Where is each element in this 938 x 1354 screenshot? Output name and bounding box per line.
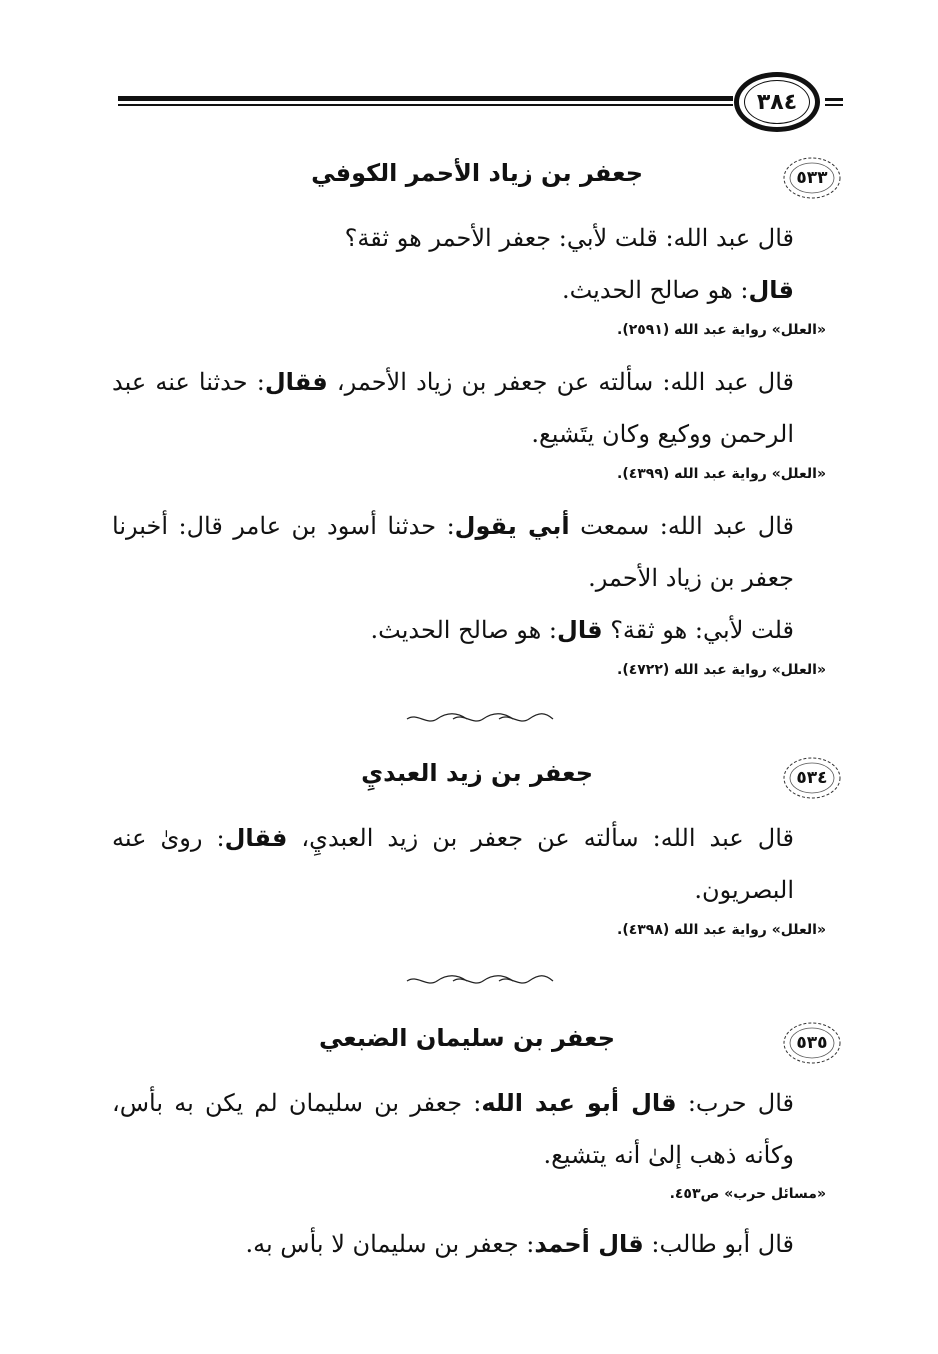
- divider-ornament: [405, 974, 555, 988]
- bold-term: أبي يقول: [454, 512, 570, 540]
- entry-title: جعفر بن زيد العبديِ: [361, 759, 593, 787]
- source-citation: «العلل» رواية عبد الله (٢٥٩١).: [617, 322, 826, 338]
- bold-term: قال أبو عبد الله: [481, 1089, 677, 1117]
- paragraph: [112, 212, 842, 264]
- ornament-icon: [405, 974, 555, 988]
- page-number-inner-ring: [744, 80, 810, 124]
- bold-term: قال: [557, 616, 603, 644]
- paragraph: [112, 264, 842, 316]
- divider-ornament: [405, 712, 555, 726]
- header-rule-right: [825, 98, 843, 101]
- paragraph-text: : حدثنا عنه عبد الرحمن ووكيع وكان يتَشيع.: [112, 368, 794, 448]
- paragraph: [112, 500, 842, 604]
- header-rule: [118, 96, 733, 101]
- source-citation: «العلل» رواية عبد الله (٤٣٩٨).: [617, 922, 826, 938]
- page-number-text: ٣٨٤: [756, 89, 798, 115]
- paragraph-text: : هو صالح الحديث.: [370, 616, 557, 644]
- paragraph-text: قال أبو طالب:: [643, 1230, 794, 1258]
- entry-number-badge: [781, 755, 843, 801]
- paragraph-text: قال عبد الله: سمعت: [569, 512, 795, 540]
- source-citation: «العلل» رواية عبد الله (٤٣٩٩).: [617, 466, 826, 482]
- paragraph-text: : حدثنا أسود بن عامر قال: أخبرنا جعفر بن زياد الأحمر.: [112, 512, 794, 592]
- source-citation: «العلل» رواية عبد الله (٤٧٢٢).: [617, 662, 826, 678]
- entry-number: ٥٣٥: [796, 1033, 828, 1053]
- paragraph-text: قال عبد الله: سألته عن جعفر بن زيد العبديِ،: [287, 824, 794, 852]
- paragraph-text: : جعفر بن سليمان لا بأس به.: [245, 1230, 535, 1258]
- ornament-icon: [405, 712, 555, 726]
- bold-term: قال أحمد: [534, 1230, 644, 1258]
- paragraph: [112, 604, 842, 656]
- paragraph-text: : روىٰ عنه البصريون.: [112, 824, 794, 904]
- bold-term: فقال: [264, 368, 328, 396]
- entry-title: جعفر بن زياد الأحمر الكوفي: [311, 159, 643, 187]
- paragraph: [112, 356, 842, 460]
- entry-number: ٥٣٣: [796, 168, 828, 188]
- source-citation: «مسائل حرب» ص٤٥٣.: [669, 1186, 826, 1202]
- paragraph-text: قال حرب:: [676, 1089, 794, 1117]
- entry-heading: [93, 155, 843, 205]
- entry-heading: [93, 755, 843, 805]
- bold-term: قال: [748, 276, 794, 304]
- entry-number-badge: [781, 155, 843, 201]
- header-rule-right-thin: [825, 104, 843, 106]
- header-rule-thin: [118, 104, 733, 106]
- entry-heading: [93, 1020, 843, 1070]
- entry-title: جعفر بن سليمان الضبعي: [318, 1024, 615, 1052]
- bold-term: فقال: [224, 824, 288, 852]
- paragraph-text: قال عبد الله: قلت لأبي: جعفر الأحمر هو ثقة؟: [344, 224, 794, 252]
- paragraph-text: : هو صالح الحديث.: [561, 276, 749, 304]
- entry-number-badge: [781, 1020, 843, 1066]
- paragraph: [112, 1218, 842, 1270]
- paragraph: [112, 812, 842, 916]
- paragraph-text: : جعفر بن سليمان لم يكن به بأس، وكأنه ذهب إلىٰ أنه يتشيع.: [112, 1089, 794, 1169]
- paragraph-text: قلت لأبي: هو ثقة؟: [602, 616, 794, 644]
- entry-number: ٥٣٤: [796, 768, 828, 788]
- paragraph: [112, 1077, 842, 1181]
- paragraph-text: قال عبد الله: سألته عن جعفر بن زياد الأحمر،: [327, 368, 794, 396]
